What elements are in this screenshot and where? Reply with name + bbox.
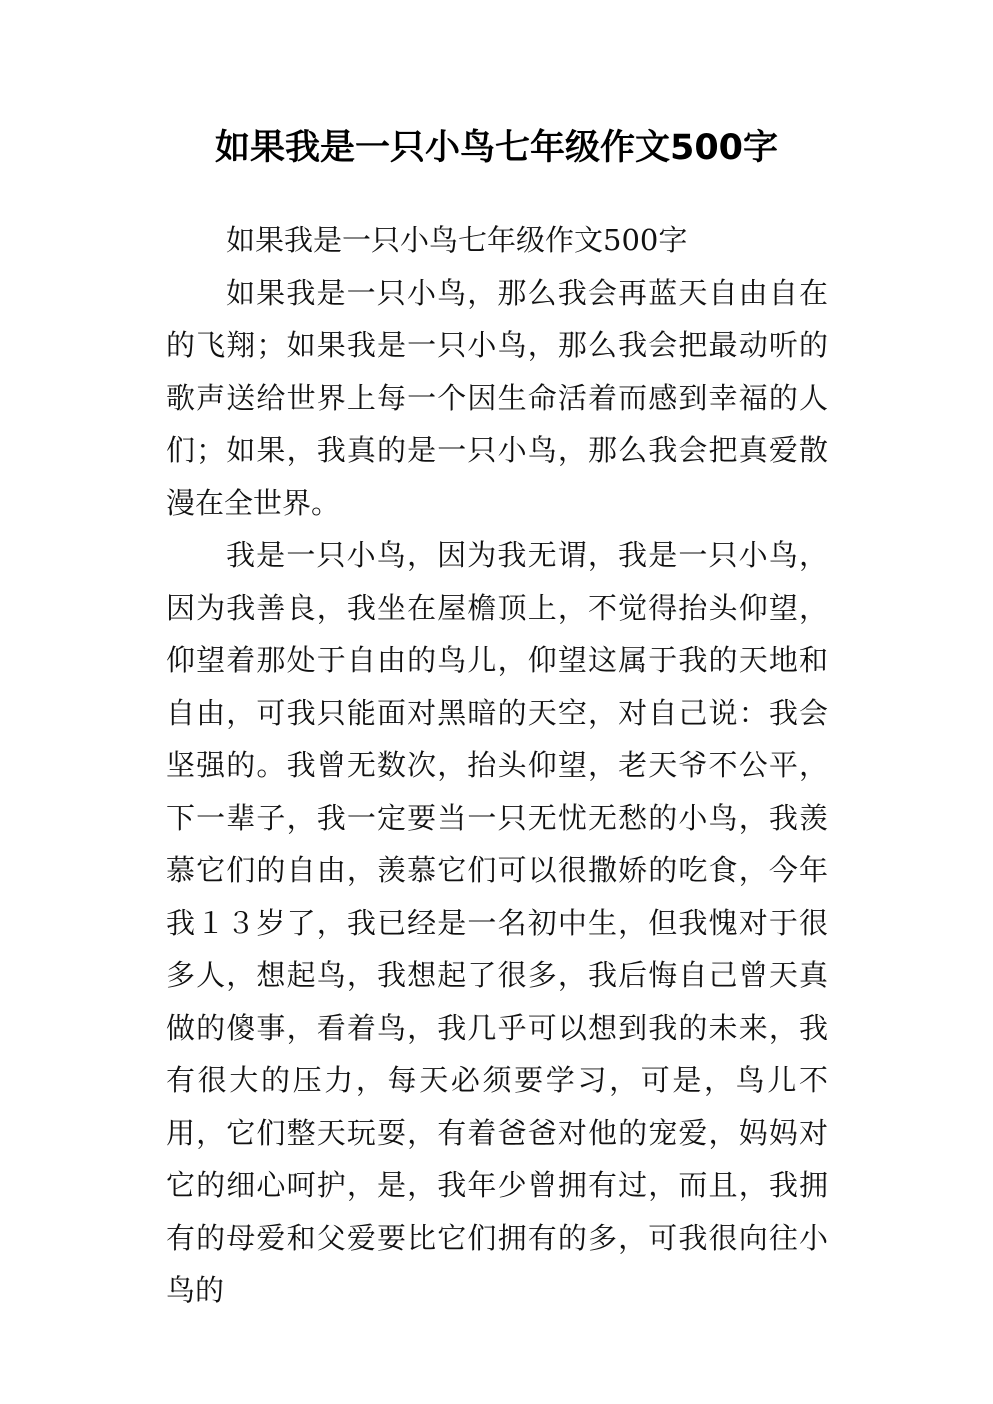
paragraph: 我是一只小鸟，因为我无谓，我是一只小鸟，因为我善良，我坐在屋檐顶上，不觉得抬头仰望，仰望着那处于自由的鸟儿，仰望这属于我的天地和自由，可我只能面对黑暗的天空，对自己说：我会坚强的。我曾无数次，抬头仰望，老天爷不公平，下一辈子，我一定要当一只无忧无愁的小鸟，我羡慕它们的自由，羡慕它们可以很撒娇的吃食，今年我１３岁了，我已经是一名初中生，但我愧对于很多人，想起鸟，我想起了很多，我后悔自己曾天真做的傻事，看着鸟，我几乎可以想到我的未来，我有很大的压力，每天必须要学习，可是，鸟儿不用，它们整天玩耍，有着爸爸对他的宠爱，妈妈对它的细心呵护，是，我年少曾拥有过，而且，我拥有的母爱和父爱要比它们拥有的多，可我很向往小鸟的 <box>166 538 828 1307</box>
document-body <box>166 214 828 1317</box>
document-title: 如果我是一只小鸟七年级作文500字 <box>214 128 779 168</box>
paragraph: 如果我是一只小鸟，那么我会再蓝天自由自在的飞翔；如果我是一只小鸟，那么我会把最动听的歌声送给世界上每一个因生命活着而感到幸福的人们；如果，我真的是一只小鸟，那么我会把真爱散漫在全世界。 <box>166 275 828 520</box>
paragraph-heading: 如果我是一只小鸟七年级作文500字 <box>226 223 688 257</box>
